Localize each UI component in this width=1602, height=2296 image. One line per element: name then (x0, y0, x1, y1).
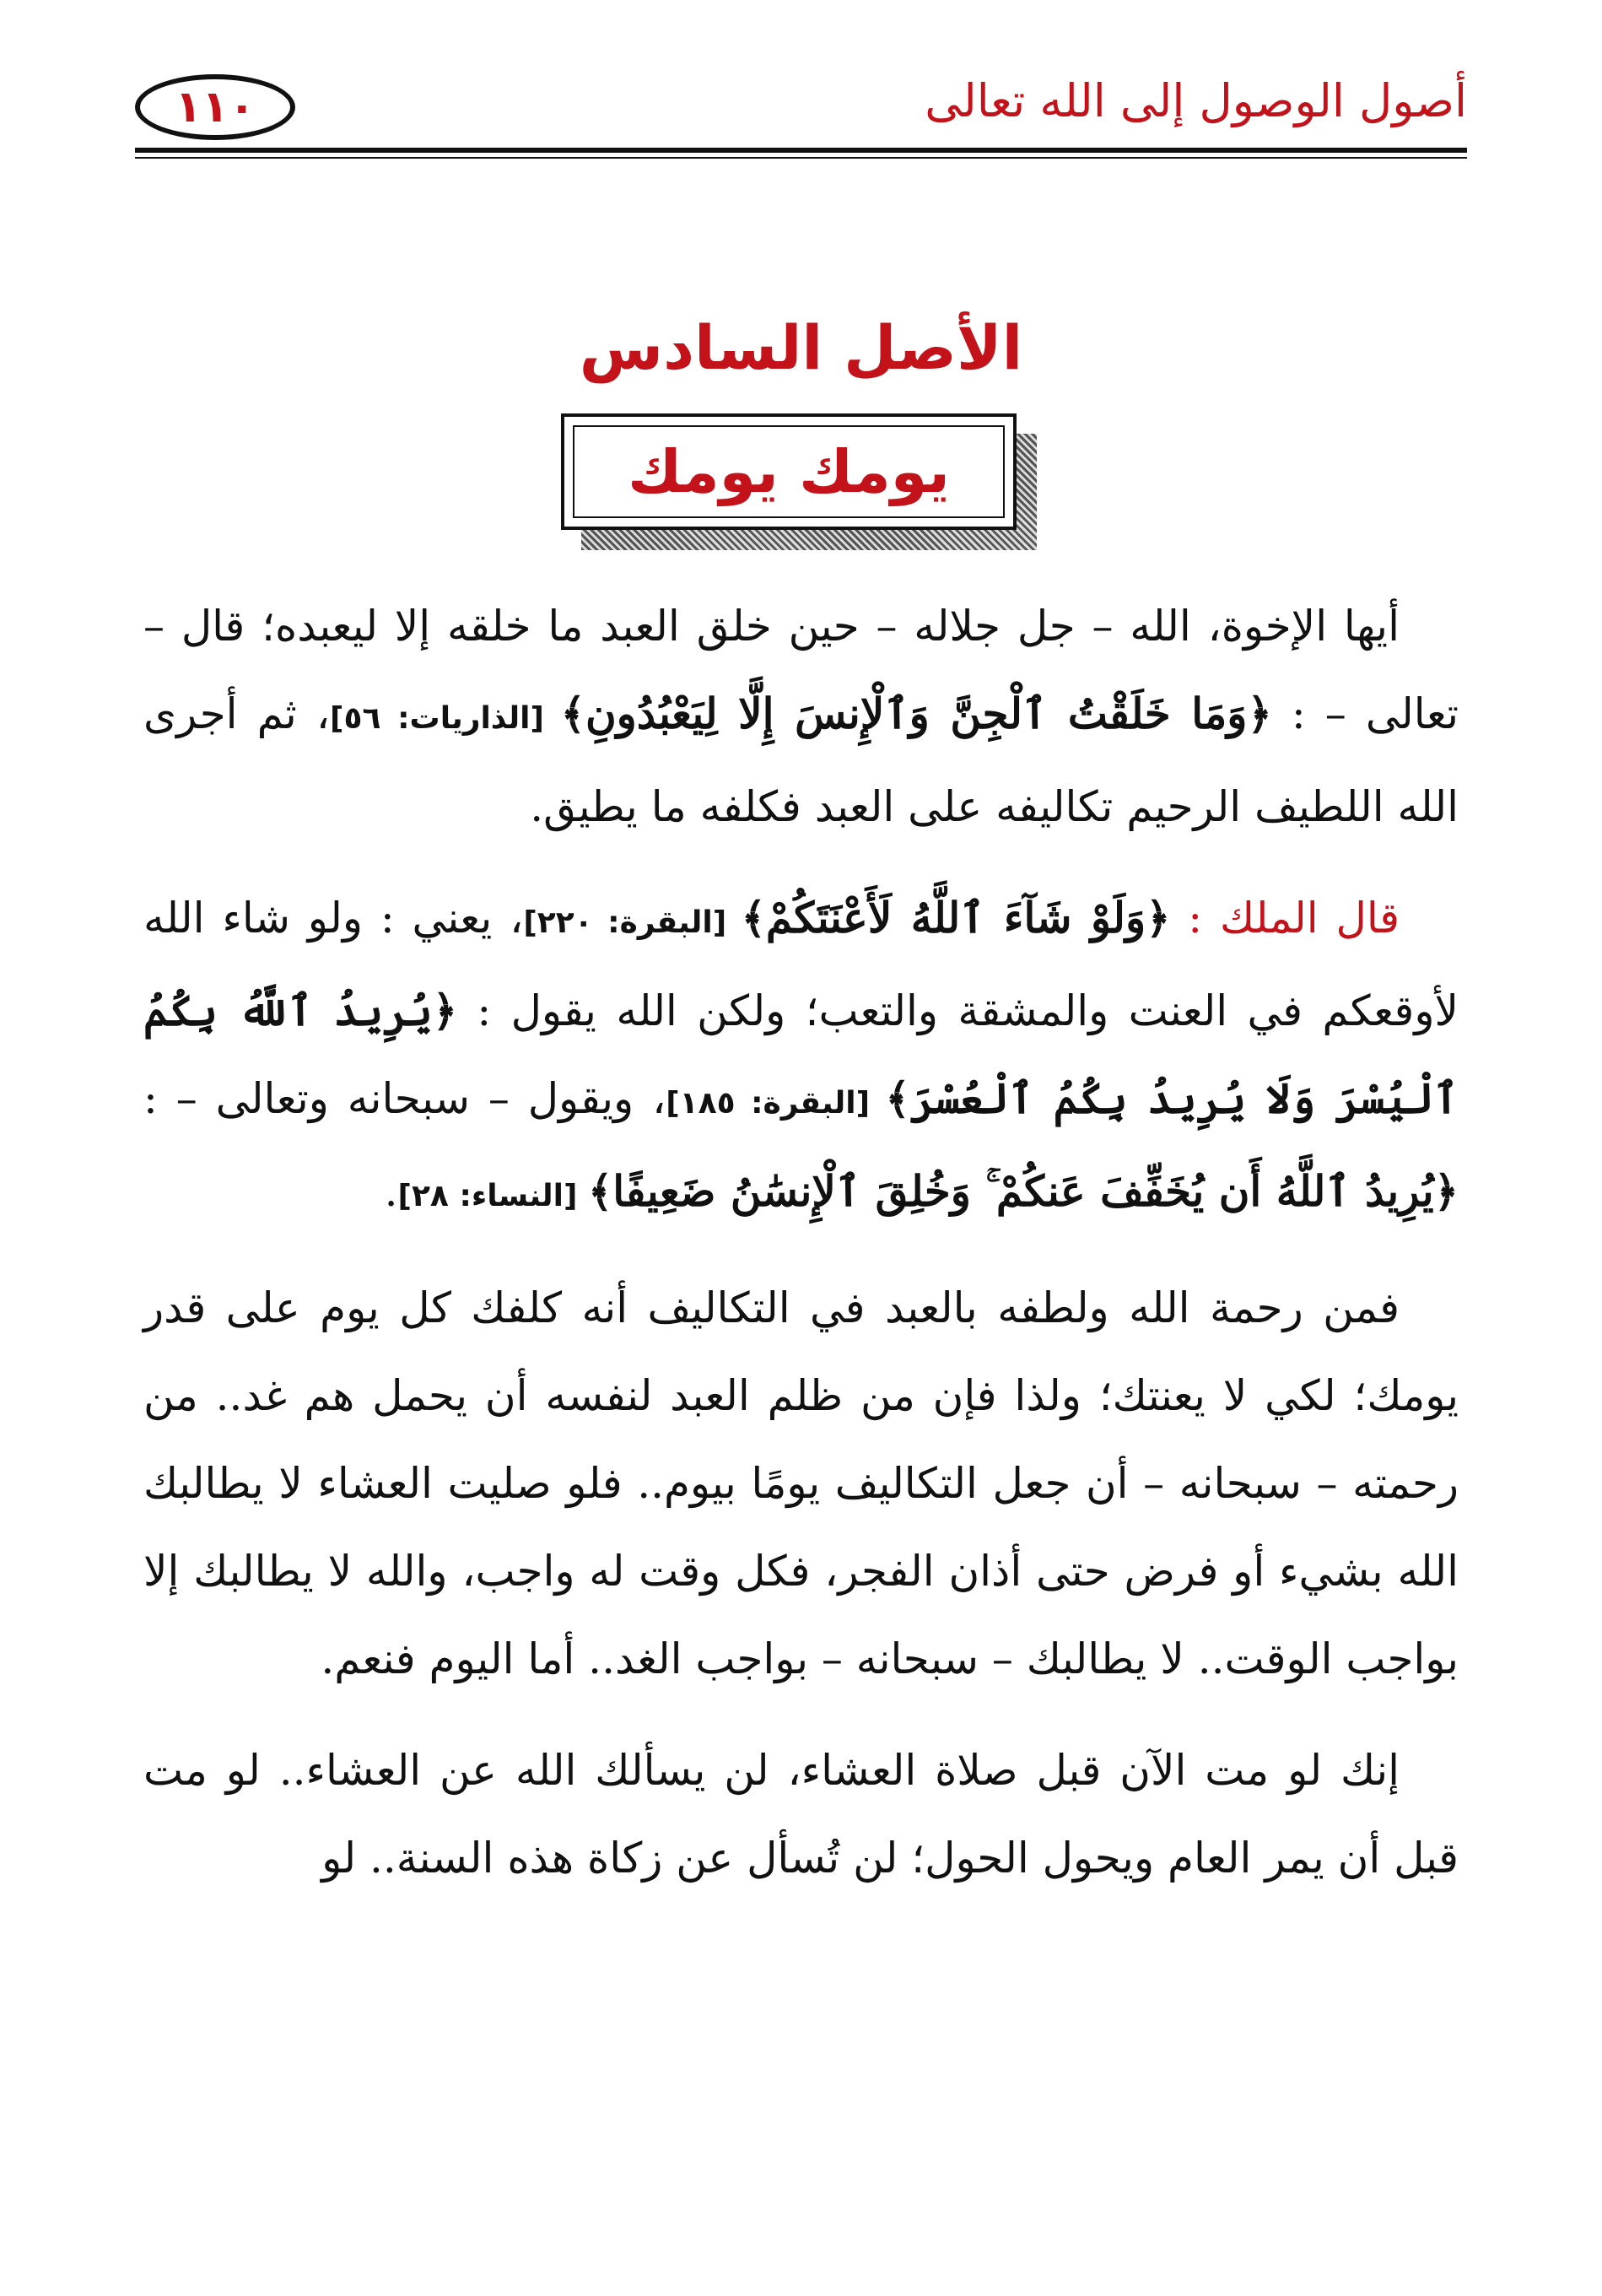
paragraph-3: فمن رحمة الله ولطفه بالعبد في التكاليف أنه كلفك كل يوم على قدر يومك؛ لكي لا يعنتك؛ ولذا فإن من ظلم العبد لنفسه أن يحمل هم غد.. من رحمته – سبحانه – أن جعل التكاليف يومًا بيوم.. فلو صليت العشاء لا يطالبك الله بشيء أو فرض حتى أذان الفجر، فكل وقت له واجب، والله لا يطالبك إلا بواجب الوقت.. لا يطالبك – سبحانه – بواجب الغد.. أما اليوم فنعم. (143, 1283, 1459, 1683)
verse-reference: [البقرة: ٢٢٠] (523, 905, 742, 940)
quran-verse: ﴿وَمَا خَلَقْتُ ٱلْجِنَّ وَٱلْإِنسَ إِلَّا لِيَعْبُدُونِ﴾ (560, 689, 1272, 738)
chapter-title: يومك يومك (628, 437, 950, 506)
page-header (135, 51, 1467, 160)
paragraph-text: ، ويقول – سبحانه وتعالى – : (143, 1074, 666, 1123)
title-box-frame (561, 413, 1017, 530)
verse-reference: [البقرة: ١٨٥] (666, 1086, 886, 1121)
paragraph-text: أيها الإخوة، الله – جل جلاله – حين خلق العبد ما خلقه إلا ليعبده؛ قال – تعالى – : (143, 602, 1459, 738)
verse-reference: [الذاريات: ٥٦] (330, 701, 561, 736)
paragraph-text: . (384, 1167, 398, 1216)
quran-verse: ﴿يُرِيدُ ٱللَّهُ بِكُمُ ٱلْيُسْرَ وَلَا يُرِيدُ بِكُمُ ٱلْعُسْرَ﴾ (143, 986, 1459, 1123)
page-number: ١١٠ (135, 74, 295, 140)
paragraph-4: إنك لو مت الآن قبل صلاة العشاء، لن يسألك الله عن العشاء.. لو مت قبل أن يمر العام ويحول الحول؛ لن تُسأل عن زكاة هذه السنة.. لو (143, 1746, 1459, 1883)
chapter-title-box (561, 413, 1042, 540)
paragraph-2 (143, 874, 1459, 1240)
header-rule (135, 148, 1467, 153)
body-text (143, 582, 1459, 1926)
quran-verse: ﴿وَلَوْ شَآءَ ٱللَّهُ لَأَعْنَتَكُمْ﴾ (741, 893, 1171, 943)
paragraph-1 (143, 582, 1459, 851)
paragraph-text: ، ثم أجرى الله اللطيف الرحيم تكاليفه على العبد فكلفه ما يطيق. (143, 689, 1459, 831)
quran-verse: ﴿يُرِيدُ ٱللَّهُ أَن يُخَفِّفَ عَنكُمْ ۚ وَخُلِقَ ٱلْإِنسَٰنُ ضَعِيفًا﴾ (587, 1166, 1459, 1216)
running-title: أصول الوصول إلى الله تعالى (925, 74, 1467, 127)
verse-reference: [النساء: ٢٨] (397, 1179, 588, 1213)
section-heading: الأصل السادس (579, 312, 1023, 383)
speaker-label: قال الملك : (1170, 894, 1400, 943)
header-rule-thin (135, 157, 1467, 159)
paragraph-text: ، يعني : ولو شاء الله لأوقعكم في العنت والمشقة والتعب؛ ولكن الله يقول : (143, 894, 1459, 1035)
